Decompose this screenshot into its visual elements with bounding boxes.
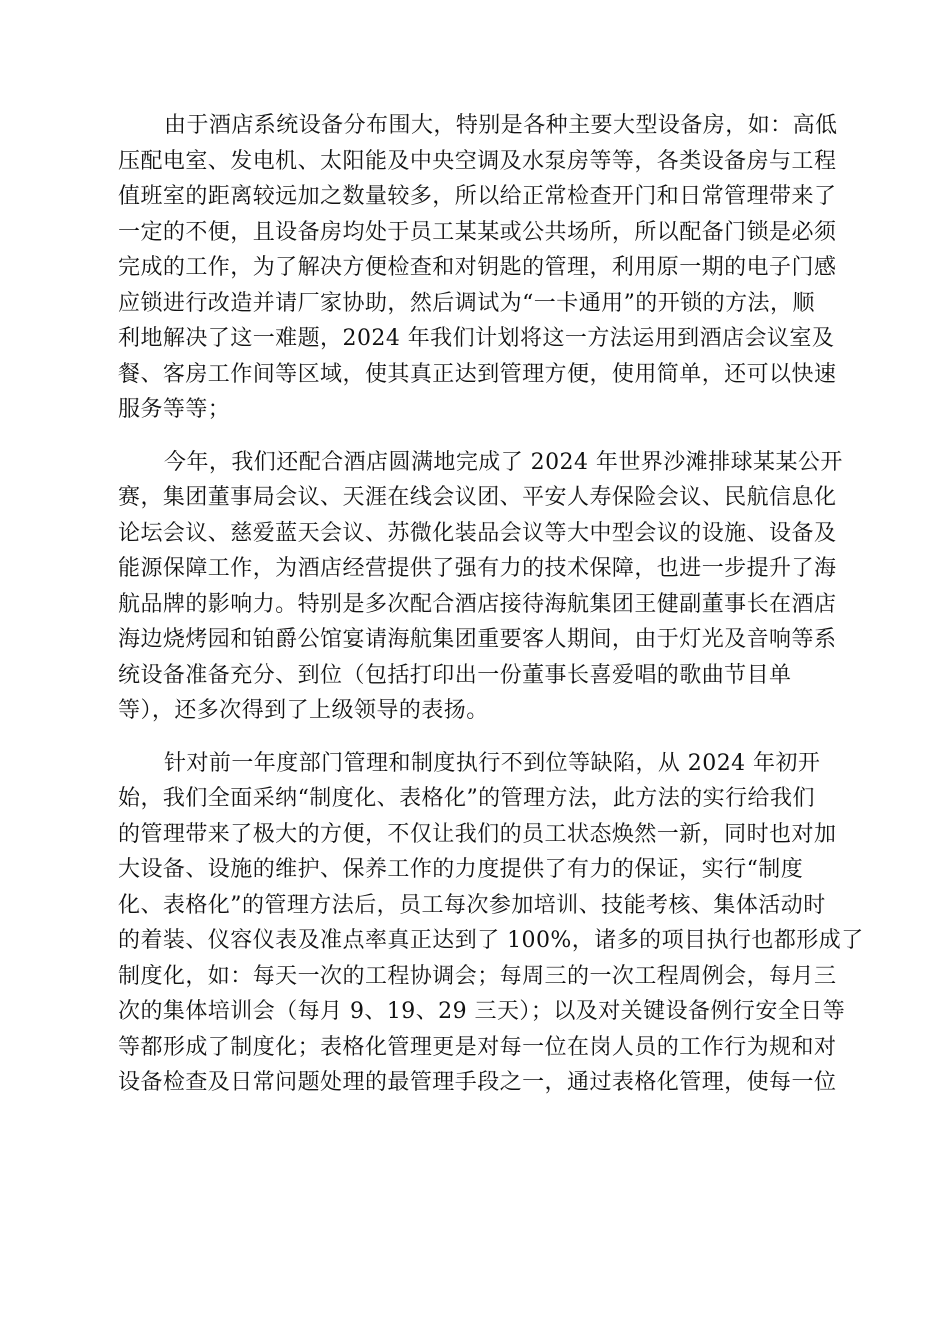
text-line: 等），还多次得到了上级领导的表扬。 [118, 698, 489, 723]
paragraph-management-system [118, 746, 864, 1101]
text-line: 能源保障工作，为酒店经营提供了强有力的技术保障，也进一步提升了海 [118, 556, 837, 581]
text-line: 值班室的距离较远加之数量较多，所以给正常检查开门和日常管理带来了 [118, 184, 837, 209]
paragraph-event-support [118, 445, 843, 729]
document-page [118, 108, 864, 1118]
text-line: 等都形成了制度化；表格化管理更是对每一位在岗人员的工作行为规和对 [118, 1034, 837, 1060]
text-line: 设备检查及日常问题处理的最管理手段之一，通过表格化管理，使每一位 [118, 1070, 837, 1095]
text-line: 统设备准备充分、到位（包括打印出一份董事长喜爱唱的歌曲节目单 [118, 662, 792, 688]
text-line: 的管理带来了极大的方便，不仅让我们的员工状态焕然一新，同时也对加 [118, 821, 837, 847]
text-line: 一定的不便，且设备房均处于员工某某或公共场所，所以配备门锁是必须 [118, 219, 837, 245]
text-line: 海边烧烤园和铂爵公馆宴请海航集团重要客人期间，由于灯光及音响等系 [118, 627, 837, 652]
text-line: 应锁进行改造并请厂家协助，然后调试为“一卡通用”的开锁的方法，顺 [118, 290, 815, 316]
text-line: 餐、客房工作间等区域，使其真正达到管理方便，使用简单，还可以快速 [118, 361, 837, 387]
text-line: 利地解决了这一难题，2024 年我们计划将这一方法运用到酒店会议室及 [118, 326, 835, 351]
text-line: 大设备、设施的维护、保养工作的力度提供了有力的保证，实行“制度 [118, 857, 804, 882]
text-line: 服务等等； [118, 397, 231, 422]
text-line: 由于酒店系统设备分布围大，特别是各种主要大型设备房，如：高低 [164, 113, 838, 138]
text-line: 化、表格化”的管理方法后，员工每次参加培训、技能考核、集体活动时 [118, 892, 826, 918]
text-line: 航品牌的影响力。特别是多次配合酒店接待海航集团王健副董事长在酒店 [118, 591, 837, 617]
text-line: 压配电室、发电机、太阳能及中央空调及水泵房等等，各类设备房与工程 [118, 148, 837, 174]
text-line: 始，我们全面采纳“制度化、表格化”的管理方法，此方法的实行给我们 [118, 786, 815, 811]
text-line: 今年，我们还配合酒店圆满地完成了 2024 年世界沙滩排球某某公开 [164, 449, 843, 475]
text-line: 针对前一年度部门管理和制度执行不到位等缺陷，从 2024 年初开 [164, 750, 821, 776]
text-line: 的着装、仪容仪表及准点率真正达到了 100%，诸多的项目执行也都形成了 [118, 928, 864, 953]
text-line: 次的集体培训会（每月 9、19、29 三天）；以及对关键设备例行安全日等 [118, 999, 846, 1024]
text-line: 制度化，如：每天一次的工程协调会；每周三的一次工程周例会，每月三 [118, 963, 837, 989]
text-line: 论坛会议、慈爱蓝天会议、苏微化装品会议等大中型会议的设施、设备及 [118, 520, 837, 546]
text-line: 完成的工作，为了解决方便检查和对钥匙的管理，利用原一期的电子门感 [118, 255, 837, 280]
paragraph-equipment-locks [118, 108, 838, 428]
text-line: 赛，集团董事局会议、天涯在线会议团、平安人寿保险会议、民航信息化 [118, 485, 837, 510]
